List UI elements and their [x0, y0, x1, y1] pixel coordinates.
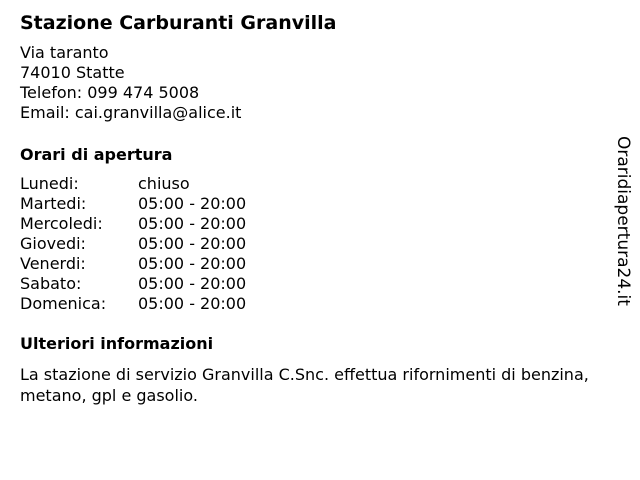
- watermark-text: Oraridiapertura24.it: [613, 136, 633, 306]
- day-label: Giovedi:: [20, 234, 86, 253]
- hours-row-saturday: [20, 274, 320, 294]
- station-address-block: [20, 43, 241, 123]
- hours-row-tuesday: [20, 194, 320, 214]
- day-hours: 05:00 - 20:00: [138, 234, 247, 253]
- day-hours: 05:00 - 20:00: [138, 254, 247, 273]
- day-label: Martedi:: [20, 194, 87, 213]
- day-hours: 05:00 - 20:00: [138, 214, 247, 233]
- day-label: Sabato:: [20, 274, 82, 293]
- day-label: Mercoledi:: [20, 214, 103, 233]
- postal-city: 74010 Statte: [20, 63, 125, 82]
- hours-row-friday: [20, 254, 320, 274]
- day-label: Venerdi:: [20, 254, 86, 273]
- opening-hours-list: [20, 174, 320, 314]
- further-info-text: La stazione di servizio Granvilla C.Snc. effettua rifornimenti di benzina, metano, gpl e gasolio.: [20, 365, 589, 405]
- opening-hours-heading: Orari di apertura: [20, 145, 173, 164]
- street-address: Via taranto: [20, 43, 109, 62]
- hours-row-thursday: [20, 234, 320, 254]
- hours-row-wednesday: [20, 214, 320, 234]
- day-hours: chiuso: [138, 174, 190, 193]
- day-label: Domenica:: [20, 294, 107, 313]
- phone-number: Telefon: 099 474 5008: [20, 83, 200, 102]
- day-hours: 05:00 - 20:00: [138, 274, 247, 293]
- further-info-heading: Ulteriori informazioni: [20, 334, 214, 353]
- hours-row-monday: [20, 174, 320, 194]
- day-hours: 05:00 - 20:00: [138, 294, 247, 313]
- email-address: Email: cai.granvilla@alice.it: [20, 103, 242, 122]
- day-label: Lunedi:: [20, 174, 79, 193]
- day-hours: 05:00 - 20:00: [138, 194, 247, 213]
- hours-row-sunday: [20, 294, 320, 314]
- site-watermark: [611, 136, 635, 308]
- station-title: Stazione Carburanti Granvilla: [20, 12, 337, 34]
